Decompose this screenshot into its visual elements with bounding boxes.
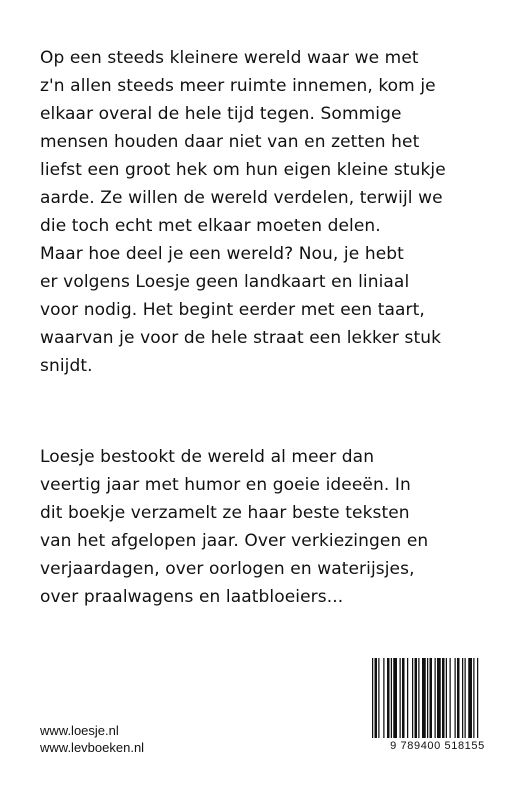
- barcode-bar: [455, 658, 456, 738]
- barcode-bar: [402, 658, 405, 738]
- text-line: snijdt.: [40, 356, 93, 376]
- text-line: mensen houden daar niet van en zetten het: [40, 132, 420, 152]
- isbn-number: 9 789400 518155: [390, 740, 485, 752]
- text-line: die toch echt met elkaar moeten delen.: [40, 216, 381, 236]
- text-line: over praalwagens en laatbloeiers...: [40, 587, 344, 607]
- barcode-bar: [375, 658, 378, 738]
- barcode-bar: [418, 658, 419, 738]
- blurb-paragraph-1: [40, 44, 490, 380]
- text-line: er volgens Loesje geen landkaart en liniaal: [40, 272, 410, 292]
- barcode-bar: [415, 658, 418, 738]
- text-line: Loesje bestookt de wereld al meer dan: [40, 447, 375, 467]
- text-line: voor nodig. Het begint eerder met een taart,: [40, 300, 425, 320]
- text-line: Maar hoe deel je een wereld? Nou, je hebt: [40, 244, 404, 264]
- text-line: aarde. Ze willen de wereld verdelen, terwijl we: [40, 188, 443, 208]
- barcode-bar: [427, 658, 428, 738]
- barcode-bar: [462, 658, 463, 738]
- levboeken-website-link[interactable]: www.levboeken.nl: [40, 740, 145, 755]
- barcode-bar: [372, 658, 373, 738]
- isbn-barcode: [370, 658, 505, 752]
- barcode-bar: [437, 658, 441, 738]
- barcode-bar: [457, 658, 460, 738]
- barcode-bar: [378, 658, 379, 738]
- text-line: verjaardagen, over oorlogen en waterijsjes,: [40, 559, 415, 579]
- text-line: Op een steeds kleinere wereld waar we met: [40, 48, 419, 68]
- blurb-paragraph-2: [40, 443, 490, 611]
- barcode-bars: [370, 658, 505, 738]
- barcode-bar: [450, 658, 451, 738]
- text-line: waarvan je voor de hele straat een lekker stuk: [40, 328, 442, 348]
- barcode-bar: [430, 658, 433, 738]
- barcode-bar: [465, 658, 466, 738]
- website-links: [40, 722, 144, 756]
- barcode-bar: [468, 658, 472, 738]
- text-line: elkaar overal de hele tijd tegen. Sommige: [40, 104, 402, 124]
- loesje-website-link[interactable]: www.loesje.nl: [40, 723, 119, 738]
- barcode-bar: [473, 658, 474, 738]
- barcode-bar: [412, 658, 413, 738]
- text-line: van het afgelopen jaar. Over verkiezingen en: [40, 531, 429, 551]
- barcode-bar: [477, 658, 478, 738]
- text-line: z'n allen steeds meer ruimte innemen, kom je: [40, 76, 436, 96]
- barcode-bar: [400, 658, 401, 738]
- text-line: liefst een groot hek om hun eigen kleine stukje: [40, 160, 446, 180]
- barcode-bar: [407, 658, 408, 738]
- text-line: veertig jaar met humor en goeie ideeën. In: [40, 475, 411, 495]
- barcode-bar: [383, 658, 384, 738]
- barcode-bar: [391, 658, 392, 738]
- barcode-bar: [387, 658, 390, 738]
- text-line: dit boekje verzamelt ze haar beste teksten: [40, 503, 410, 523]
- barcode-bar: [442, 658, 445, 738]
- barcode-bar: [446, 658, 447, 738]
- barcode-bar: [435, 658, 436, 738]
- barcode-bar: [422, 658, 426, 738]
- barcode-bar: [393, 658, 397, 738]
